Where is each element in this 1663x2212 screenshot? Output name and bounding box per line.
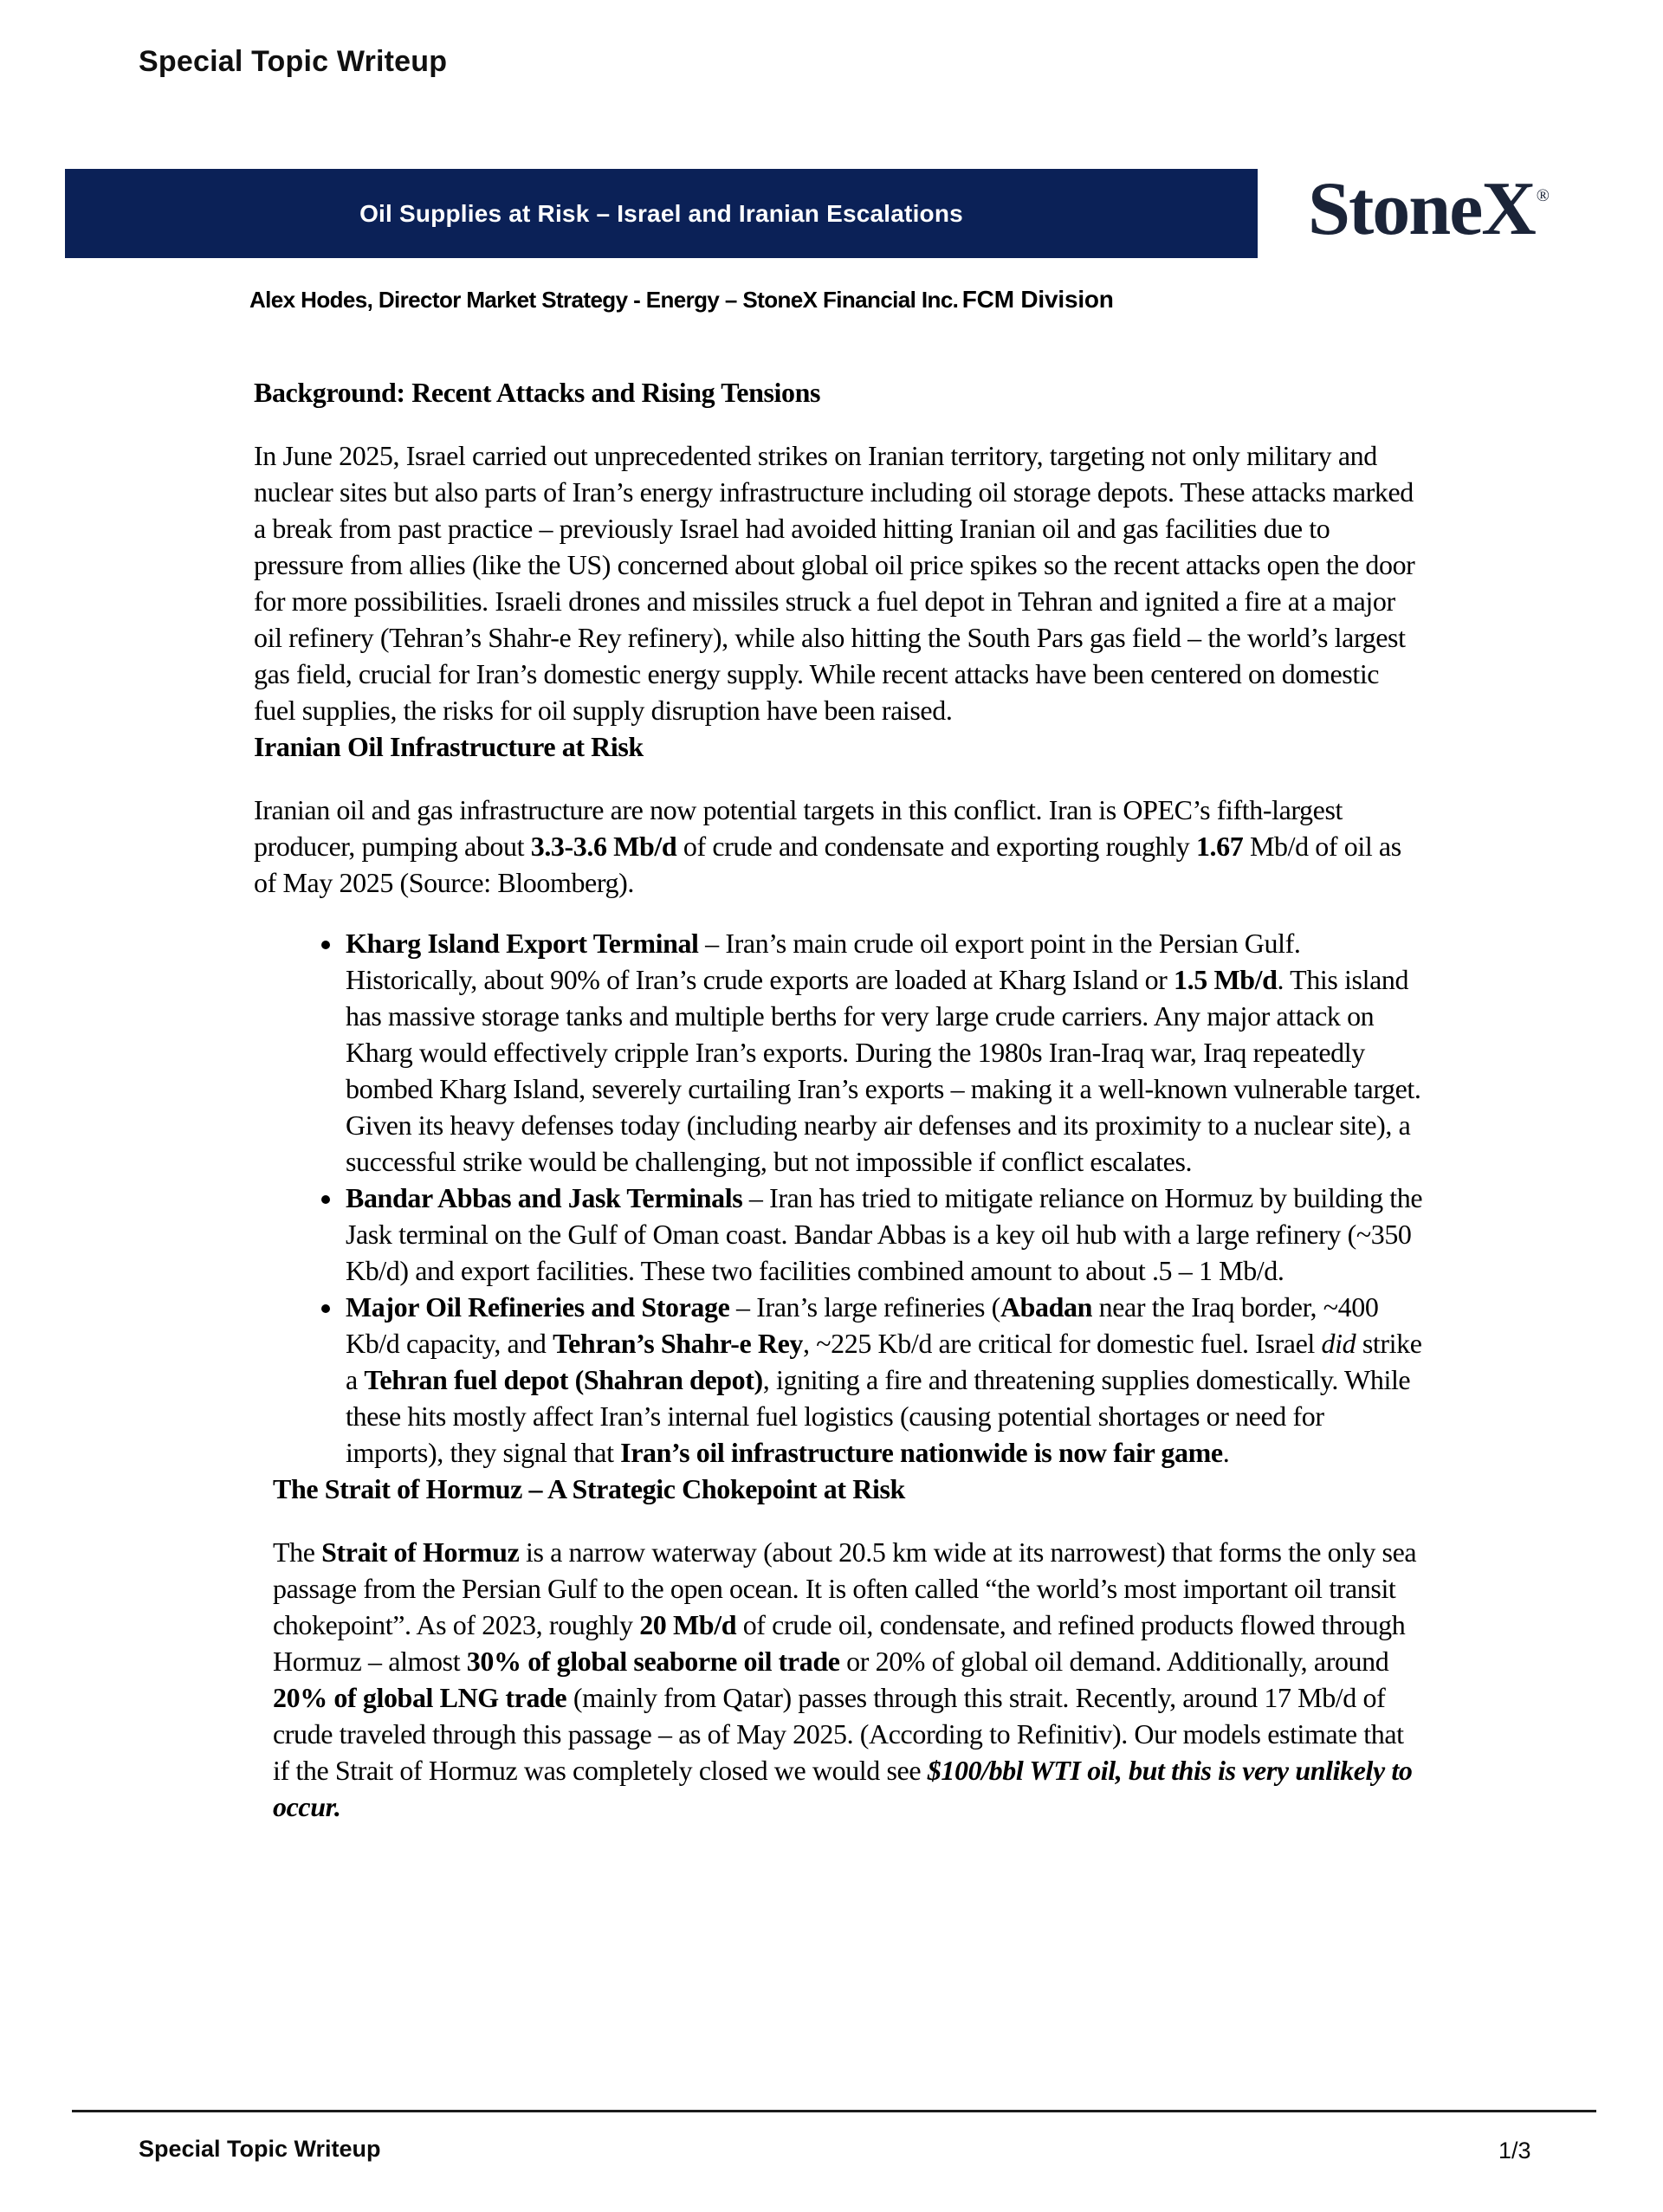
text-run: Tehran’s Shahr-e Rey bbox=[553, 1328, 804, 1359]
text-run: did bbox=[1321, 1328, 1356, 1359]
text-run: , igniting a fire and threatening supplies domestically. While these hits mostly affect Iran’s internal fuel logistics (causing potential shortages or need for imports), they signal that bbox=[346, 1364, 1411, 1468]
text-run: of crude and condensate and exporting roughly bbox=[676, 831, 1196, 862]
stonex-logo bbox=[1308, 167, 1550, 251]
document-body bbox=[254, 374, 1423, 1825]
stonex-logo-text: StoneX bbox=[1308, 167, 1535, 251]
text-run: (mainly from Qatar) passes through this strait. Recently, around 17 Mb/d of crude traveled through this passage – as of May 2025. (According to Refinitiv). Our models estimate that if the Strait of Hormuz was completely closed we would see bbox=[273, 1682, 1404, 1786]
text-run: Major Oil Refineries and Storage bbox=[346, 1291, 730, 1323]
footer-title: Special Topic Writeup bbox=[139, 2136, 381, 2162]
text-run: Bandar Abbas and Jask Terminals bbox=[346, 1182, 743, 1213]
text-run: 1.67 bbox=[1195, 831, 1244, 862]
paragraph-strait-of-hormuz bbox=[273, 1534, 1423, 1825]
section-heading-strait-of-hormuz: The Strait of Hormuz – A Strategic Chokepoint at Risk bbox=[273, 1473, 905, 1504]
text-run: , ~225 Kb/d are critical for domestic fuel. Israel bbox=[803, 1328, 1322, 1359]
bullet-kharg-island bbox=[344, 925, 1423, 1180]
text-run: Iran’s oil infrastructure nationwide is now fair game bbox=[620, 1437, 1223, 1468]
text-run: strike a bbox=[346, 1328, 1422, 1395]
text-run: . This island has massive storage tanks and multiple berths for very large crude carriers. Any major attack on Kharg would effectively cripple Iran’s exports. During the 1980s Iran-Iraq war, Iraq repeatedly bombed Kharg Island, severely curtailing Iran’s exports – making it a well-known vulnerable target. Given its heavy defenses today (including nearby air defenses and its proximity to a nuclear site), a successful strike would be challenging, but not impossible if conflict escalates. bbox=[346, 964, 1421, 1177]
text-run: near the Iraq border, ~400 Kb/d capacity, and bbox=[346, 1291, 1379, 1359]
text-run: Strait of Hormuz bbox=[321, 1536, 520, 1568]
text-run: . bbox=[1222, 1437, 1230, 1468]
title-banner bbox=[65, 169, 1258, 258]
registered-trademark-icon: ® bbox=[1536, 185, 1550, 205]
text-run: $100/bbl WTI oil, but this is very unlikely to occur. bbox=[273, 1755, 1413, 1822]
text-run: Abadan bbox=[1000, 1291, 1093, 1323]
bullet-bandar-abbas bbox=[344, 1180, 1423, 1289]
text-run: Mb/d of oil as of May 2025 (Source: Bloomberg). bbox=[254, 831, 1401, 898]
text-run: 30% of global seaborne oil trade bbox=[466, 1646, 840, 1677]
text-run: Tehran fuel depot (Shahran depot) bbox=[364, 1364, 763, 1395]
footer-page-number: 1/3 bbox=[1498, 2138, 1531, 2163]
report-type-title: Special Topic Writeup bbox=[139, 45, 448, 78]
text-run: In June 2025, Israel carried out unprecedented strikes on Iranian territory, targeting not only military and nuclear sites but also parts of Iran’s energy infrastructure including oil storage depots. These attacks marked a break from past practice – previously Israel had avoided hitting Iranian oil and gas facilities due to pressure from allies (like the US) concerned about global oil price spikes so the recent attacks open the door for more possibilities. Israeli drones and missiles struck a fuel depot in Tehran and ignited a fire at a major oil refinery (Tehran’s Shahr-e Rey refinery), while also hitting the South Pars gas field – the world’s largest gas field, crucial for Iran’s domestic energy supply. While recent attacks have been centered on domestic fuel supplies, the risks for oil supply disruption have been raised. bbox=[254, 440, 1415, 726]
text-run: Kharg Island Export Terminal bbox=[346, 928, 699, 959]
text-run: of crude oil, condensate, and refined products flowed through Hormuz – almost bbox=[273, 1609, 1406, 1677]
section-heading-background: Background: Recent Attacks and Rising Tensions bbox=[254, 377, 821, 408]
bullet-refineries-storage bbox=[344, 1289, 1423, 1471]
text-run: is a narrow waterway (about 20.5 km wide at its narrowest) that forms the only sea passage from the Persian Gulf to the open ocean. It is often called “the world’s most important oil transit chokepoint”. As of 2023, roughly bbox=[273, 1536, 1417, 1640]
author-byline bbox=[249, 286, 1114, 314]
footer-divider bbox=[72, 2110, 1596, 2112]
report-title: Oil Supplies at Risk – Israel and Iranian Escalations bbox=[359, 199, 963, 227]
text-run: – Iran’s main crude oil export point in the Persian Gulf. Historically, about 90% of Iran’s crude exports are loaded at Kharg Island or bbox=[346, 928, 1301, 995]
author-byline-division: FCM Division bbox=[961, 286, 1114, 313]
text-run: – Iran has tried to mitigate reliance on Hormuz by building the Jask terminal on the Gulf of Oman coast. Bandar Abbas is a key oil hub with a large refinery (~350 Kb/d) and export facilities. These two facilities combined amount to about .5 – 1 Mb/d. bbox=[346, 1182, 1423, 1286]
text-run: Iranian oil and gas infrastructure are now potential targets in this conflict. Iran is OPEC’s fifth-largest producer, pumping about bbox=[254, 794, 1343, 862]
text-run: 20% of global LNG trade bbox=[273, 1682, 567, 1713]
infrastructure-bullet-list bbox=[254, 925, 1423, 1471]
text-run: 20 Mb/d bbox=[639, 1609, 737, 1640]
text-run: or 20% of global oil demand. Additionally, around bbox=[839, 1646, 1389, 1677]
text-run: – Iran’s large refineries ( bbox=[729, 1291, 1000, 1323]
text-run: The bbox=[273, 1536, 322, 1568]
author-byline-main: Alex Hodes, Director Market Strategy - Energy – StoneX Financial Inc. bbox=[249, 287, 959, 313]
text-run: 1.5 Mb/d bbox=[1174, 964, 1278, 995]
paragraph-background bbox=[254, 437, 1423, 728]
section-heading-iranian-oil: Iranian Oil Infrastructure at Risk bbox=[254, 731, 644, 762]
text-run: 3.3-3.6 Mb/d bbox=[530, 831, 677, 862]
paragraph-iranian-oil bbox=[254, 792, 1423, 901]
